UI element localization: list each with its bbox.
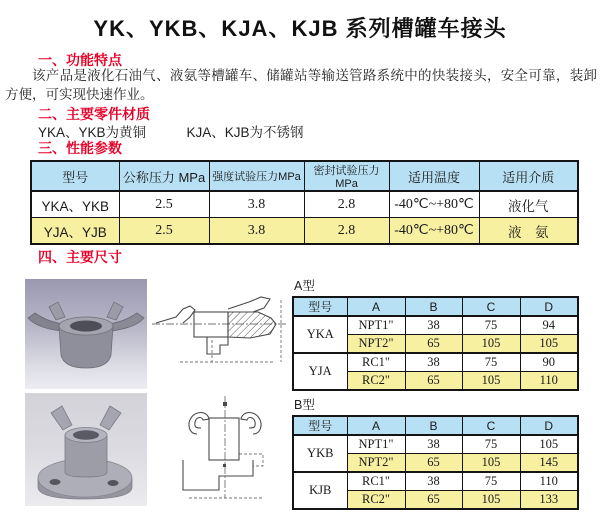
dimension-table-a-label: A型 — [294, 279, 315, 293]
cell-seal-pressure: 2.8 — [304, 218, 389, 245]
cell-dim-c: 75 — [462, 316, 520, 335]
cell-medium: 液化气 — [479, 191, 578, 218]
dimension-table-b-label: B型 — [294, 398, 315, 412]
cell-dim-c: 75 — [462, 353, 520, 372]
cell-dim-c: 105 — [462, 454, 520, 473]
col-header-strength-test-pressure: 强度试验压力MPa — [209, 161, 304, 191]
col-header-d: D — [520, 297, 578, 316]
cell-strength-pressure: 3.8 — [209, 191, 304, 218]
col-header-b: B — [405, 297, 462, 316]
cell-dim-c: 105 — [462, 335, 520, 354]
materials-line: YKA、YKB为黄铜 KJA、KJB为不锈钢 — [38, 125, 304, 140]
cell-dim-b: 38 — [405, 353, 462, 372]
cell-dim-b: 65 — [405, 454, 462, 473]
cell-dim-d: 110 — [520, 372, 578, 391]
cell-strength-pressure: 3.8 — [209, 218, 304, 245]
cell-dim-d: 105 — [520, 435, 578, 454]
cell-dim-b: 38 — [405, 472, 462, 491]
performance-row-yja-yjb — [31, 218, 578, 245]
cell-nominal-pressure: 2.5 — [119, 191, 209, 218]
cell-dim-d: 94 — [520, 316, 578, 335]
col-header-nominal-pressure: 公称压力 MPa — [119, 161, 209, 191]
col-header-medium: 适用介质 — [479, 161, 578, 191]
cell-model: YJA、YJB — [31, 218, 119, 245]
cell-dim-b: 65 — [405, 491, 462, 510]
col-header-b: B — [405, 416, 462, 435]
dimension-table-b — [292, 415, 579, 510]
drawing-flanged-coupling-section — [163, 394, 287, 508]
cell-model-ykb: YKB — [293, 435, 347, 472]
product-photo-flanged-coupling — [25, 393, 147, 506]
cell-dim-b: 38 — [405, 435, 462, 454]
dim-a-header-row — [293, 297, 578, 316]
cell-thread: RC1" — [347, 472, 405, 491]
dim-b-row-1 — [293, 435, 578, 454]
col-header-c: C — [462, 297, 520, 316]
dim-a-row-3 — [293, 353, 578, 372]
col-header-model: 型号 — [293, 416, 347, 435]
cell-model-yka: YKA — [293, 316, 347, 353]
cell-model: YKA、YKB — [31, 191, 119, 218]
cell-nominal-pressure: 2.5 — [119, 218, 209, 245]
drawing-wing-coupling-section — [150, 282, 292, 382]
section-heading-materials: 二、主要零件材质 — [38, 106, 150, 122]
dimension-table-b-block — [292, 395, 582, 510]
cell-dim-d: 145 — [520, 454, 578, 473]
product-photo-wing-coupling — [25, 279, 147, 389]
cell-model-yja: YJA — [293, 353, 347, 390]
cell-dim-d: 105 — [520, 335, 578, 354]
dim-b-row-3 — [293, 472, 578, 491]
dim-b-header-row — [293, 416, 578, 435]
cell-thread: RC2" — [347, 372, 405, 391]
performance-row-yka-ykb — [31, 191, 578, 218]
col-header-d: D — [520, 416, 578, 435]
performance-table — [30, 160, 579, 245]
section-heading-performance: 三、性能参数 — [38, 140, 122, 156]
cell-dim-d: 90 — [520, 353, 578, 372]
col-header-c: C — [462, 416, 520, 435]
cell-temperature: -40℃~+80℃ — [389, 218, 479, 245]
cell-dim-b: 38 — [405, 316, 462, 335]
cell-thread: RC2" — [347, 491, 405, 510]
flanged-coupling-image — [25, 393, 147, 506]
col-header-a: A — [347, 297, 405, 316]
cell-dim-b: 65 — [405, 335, 462, 354]
flanged-coupling-section-svg — [163, 394, 287, 508]
wing-coupling-section-svg — [150, 282, 292, 382]
cell-thread: NPT1" — [347, 316, 405, 335]
col-header-model: 型号 — [293, 297, 347, 316]
cell-dim-c: 105 — [462, 372, 520, 391]
col-header-model: 型号 — [31, 161, 119, 191]
cell-dim-d: 110 — [520, 472, 578, 491]
dimension-table-a-block — [292, 276, 582, 391]
performance-header-row — [31, 161, 578, 191]
cell-dim-d: 133 — [520, 491, 578, 510]
col-header-temperature: 适用温度 — [389, 161, 479, 191]
cell-seal-pressure: 2.8 — [304, 191, 389, 218]
cell-medium: 液 氨 — [479, 218, 578, 245]
cell-dim-b: 65 — [405, 372, 462, 391]
col-header-seal-test-pressure: 密封试验压力MPa — [304, 161, 389, 191]
cell-temperature: -40℃~+80℃ — [389, 191, 479, 218]
dim-a-row-1 — [293, 316, 578, 335]
dimension-table-a — [292, 296, 579, 391]
cell-dim-c: 75 — [462, 472, 520, 491]
section-heading-dimensions: 四、主要尺寸 — [38, 249, 122, 265]
cell-model-kjb: KJB — [293, 472, 347, 509]
cell-dim-c: 75 — [462, 435, 520, 454]
page-title: YK、YKB、KJA、KJB 系列槽罐车接头 — [93, 16, 507, 41]
cell-thread: NPT2" — [347, 335, 405, 354]
cell-thread: RC1" — [347, 353, 405, 372]
cell-thread: NPT2" — [347, 454, 405, 473]
section-heading-features: 一、功能特点 — [38, 52, 122, 68]
col-header-a: A — [347, 416, 405, 435]
features-paragraph: 该产品是液化石油气、液氨等槽罐车、储罐站等输送管路系统中的快装接头，安全可靠，装卸方便，可实现快速作业。 — [5, 68, 597, 102]
cell-thread: NPT1" — [347, 435, 405, 454]
cell-dim-c: 105 — [462, 491, 520, 510]
wing-coupling-image — [25, 279, 147, 389]
